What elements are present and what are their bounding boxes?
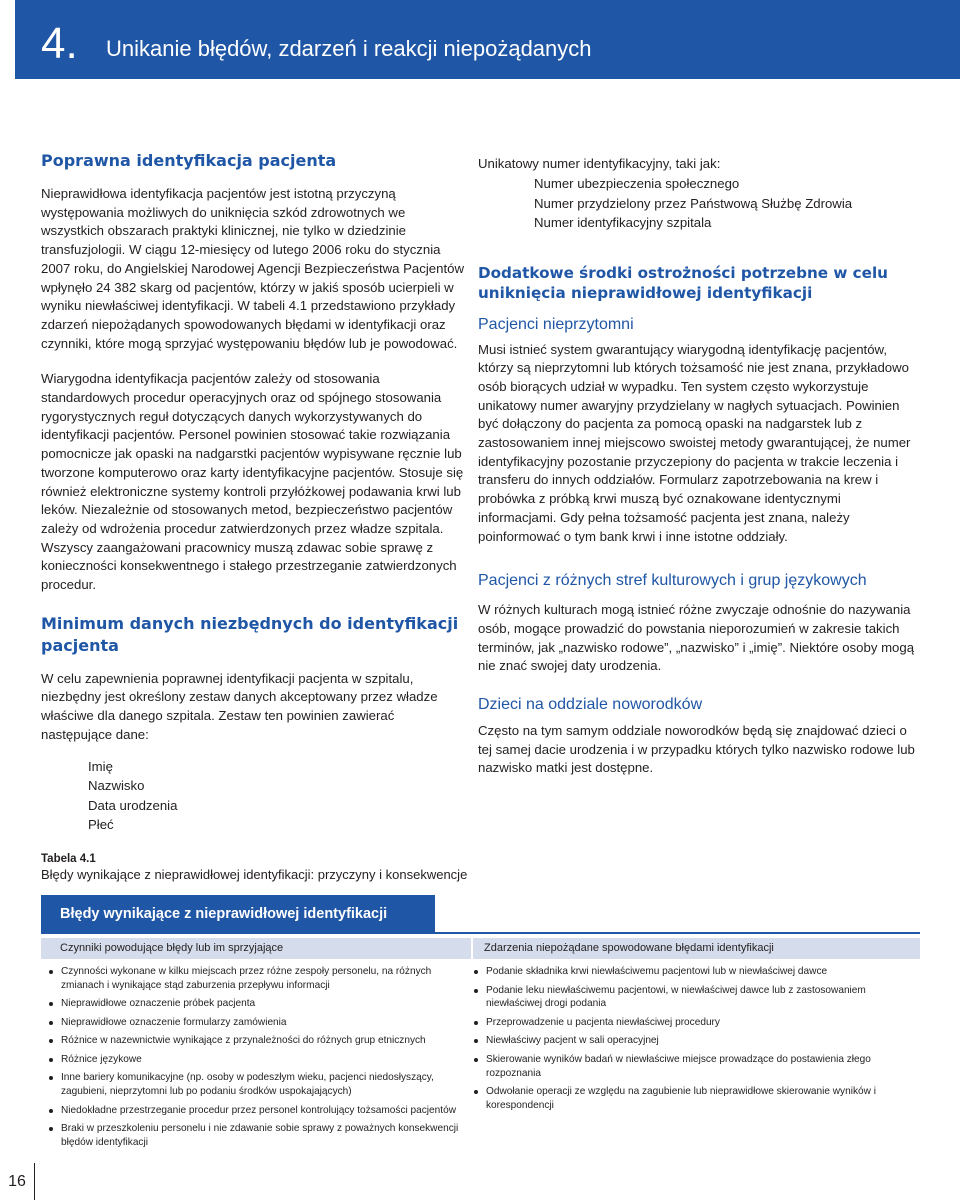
list-item: Płeć — [88, 817, 114, 833]
left-column — [41, 150, 466, 835]
subsection-title-cultural: Pacjenci z różnych stref kulturowych i grup językowych — [478, 572, 867, 590]
paragraph: W celu zapewnienia poprawnej identyfikacji pacjenta w szpitalu, niezbędny jest określony zestaw danych akceptowany przez władze właściwe dla danego szpitala. Zestaw ten powinien zawierać następujące dane: — [41, 670, 438, 742]
section-title-precautions: Dodatkowe środki ostrożności potrzebne w celu uniknięcia nieprawidłowej identyfikacji — [478, 263, 888, 302]
table-column-events — [473, 965, 903, 1118]
paragraph: Unikatowy numer identyfikacyjny, taki jak: — [478, 156, 721, 171]
right-column — [478, 154, 920, 778]
table-row: Niewłaściwy pacjent w sali operacyjnej — [473, 1034, 903, 1048]
list-item: Numer ubezpieczenia społecznego — [534, 176, 740, 191]
page-number-divider — [34, 1163, 35, 1200]
table-row: Podanie składnika krwi niewłaściwemu pacjentowi lub w niewłaściwej dawce — [473, 965, 903, 979]
table-banner-text: Błędy wynikające z nieprawidłowej identyfikacji — [60, 906, 388, 922]
paragraph: Wiarygodna identyfikacja pacjentów zależy od stosowania standardowych procedur operacyjnych oraz od spójnego stosowania rygorystycznych reguł dotyczących danych wykorzystywanych do identyfikacji pacjentów. Personel powinien stosować takie rozwiązania pomocnicze jak opaski na nadgarstki pacjentów wypisywane ręcznie lub tworzone komputerowo oraz karty identyfikacyjne pacjentów. Stosuje się również elektroniczne systemy kontroli przyłóżkowej podawania krwi lub leków. Niezależnie od stosowanych metod, bezpieczeństwo pacjentów zależy od wdrożenia procedur zatwierdzonych przez władze szpitala. Wszyscy zaangażowani pracownicy muszą zdawac sobie sprawę z konieczności konsekwentnego i stałego przestrzeganie zatwierdzonych procedur. — [41, 371, 464, 593]
table-banner — [41, 895, 435, 933]
table-caption-text: Błędy wynikające z nieprawidłowej identyfikacji: przyczyny i konsekwencje — [41, 867, 468, 882]
table-row: Przeprowadzenie u pacjenta niewłaściwej procedury — [473, 1016, 903, 1030]
list-item: Data urodzenia — [88, 797, 178, 813]
chapter-title: Unikanie błędów, zdarzeń i reakcji niepożądanych — [106, 36, 592, 61]
paragraph: Często na tym samym oddziale noworodków będą się znajdować dzieci o tej samej dacie urodzenia i w przypadku których tylko nazwisko rodowe lub nazwisko matki jest dostępne. — [478, 723, 915, 776]
table-row: Skierowanie wyników badań w niewłaściwe miejsce prowadzące do postawienia złego rozpoznania — [473, 1053, 903, 1081]
paragraph: Nieprawidłowa identyfikacja pacjentów jest istotną przyczyną występowania możliwych do uniknięcia szkód zdrowotnych we wszystkich obszarach praktyki klinicznej, nie tylko w dziedzinie transfuzjologii. W ciągu 12-miesięcy od lutego 2006 roku do stycznia 2007 roku, do Angielskiej Narodowej Agencji Bezpieczeństwa Pacjentów wpłynęło 24 382 skarg od pacjentów, którzy w jakiś sposób ucierpieli w wyniku niewłaściwej identyfikacji. W tabeli 4.1 przedstawiono przykłady zdarzeń niepożądanych spowodowanych błędami w identyfikacji oraz czynniki, które mogą sprzyjać występowaniu błędów lub je powodować. — [41, 186, 464, 351]
table-header-causes: Czynniki powodujące błędy lub im sprzyjające — [41, 938, 471, 959]
table-number: Tabela 4.1 — [41, 853, 96, 865]
list-item: Numer przydzielony przez Państwową Służbę Zdrowia — [534, 195, 853, 211]
table-caption — [41, 852, 741, 884]
table-row: Nieprawidłowe oznaczenie formularzy zamówienia — [48, 1016, 468, 1030]
table-row: Podanie leku niewłaściwemu pacjentowi, w niewłaściwej dawce lub z zastosowaniem niewłaściwej drogi podania — [473, 984, 903, 1012]
section-title-minimum-data: Minimum danych niezbędnych do identyfikacji pacjenta — [41, 613, 459, 655]
table-row: Różnice w nazewnictwie wynikające z przynależności do różnych grup etnicznych — [48, 1034, 468, 1048]
data-list — [41, 757, 466, 835]
page-number: 16 — [8, 1173, 26, 1190]
chapter-number: 4. — [41, 19, 78, 68]
paragraph: W różnych kulturach mogą istnieć różne zwyczaje odnośnie do nazywania osób, mogące prowadzić do powstania nieporozumień w zakresie takich terminów, jak „nazwisko rodowe”, „nazwisko” i „imię”. Niektóre osoby mogą nie znać swojej daty urodzenia. — [478, 602, 915, 674]
list-item: Imię — [88, 758, 113, 774]
section-title-patient-identification: Poprawna identyfikacja pacjenta — [41, 151, 337, 170]
table-row: Niedokładne przestrzeganie procedur przez personel kontrolujący tożsamości pacjentów — [48, 1104, 468, 1118]
chapter-header — [15, 0, 960, 79]
id-list — [478, 174, 920, 233]
table-row: Braki w przeszkoleniu personelu i nie zdawanie sobie sprawy z poważnych konsekwencji błędów identyfikacji — [48, 1122, 468, 1150]
table-row: Nieprawidłowe oznaczenie próbek pacjenta — [48, 997, 468, 1011]
subsection-title-unconscious: Pacjenci nieprzytomni — [478, 315, 634, 333]
table-row: Inne bariery komunikacyjne (np. osoby w podeszłym wieku, pacjenci niedosłyszący, zagubieni, nieprzytomni lub po podaniu środków uspokajających) — [48, 1071, 468, 1099]
list-item: Numer identyfikacyjny szpitala — [534, 215, 712, 230]
table-row: Odwołanie operacji ze względu na zagubienie lub nieprawidłowe skierowanie wyników i korespondencji — [473, 1085, 903, 1113]
table-row: Czynności wykonane w kilku miejscach przez różne zespoły personelu, na różnych zmianach i wynikające stąd zaburzenia przepływu informacji — [48, 965, 468, 993]
table-row: Różnice językowe — [48, 1053, 468, 1067]
list-item: Nazwisko — [88, 778, 145, 794]
subsection-title-newborns: Dzieci na oddziale noworodków — [478, 696, 703, 714]
table-rule — [41, 932, 920, 934]
table-column-causes — [48, 965, 468, 1155]
table-header-events: Zdarzenia niepożądane spowodowane błędami identyfikacji — [473, 938, 920, 959]
paragraph: Musi istnieć system gwarantujący wiarygodną identyfikację pacjentów, którzy są nieprzytomni lub których tożsamość nie jest znana, przykładowo osób biorących udział w wypadku. Ten system często wykorzystuje unikatowy numer awaryjny przydzielany w nagłych sytuacjach. Powinien być dołączony do pacjenta za pomocą opaski na nadgarstek lub z zastosowaniem innej miejscowo swoistej metody gwarantującej, że numer identyfikacyjny pozostanie przyczepiony do pacjenta w trakcie leczenia i transferu do innych oddziałów. Formularz zapotrzebowania na krew i probówka z próbką krwi muszą być oznakowane identycznymi informacjami. Gdy pełna tożsamość pacjenta jest znana, należy poinformować o tym bank krwi i inne istotne oddziały. — [478, 341, 911, 544]
